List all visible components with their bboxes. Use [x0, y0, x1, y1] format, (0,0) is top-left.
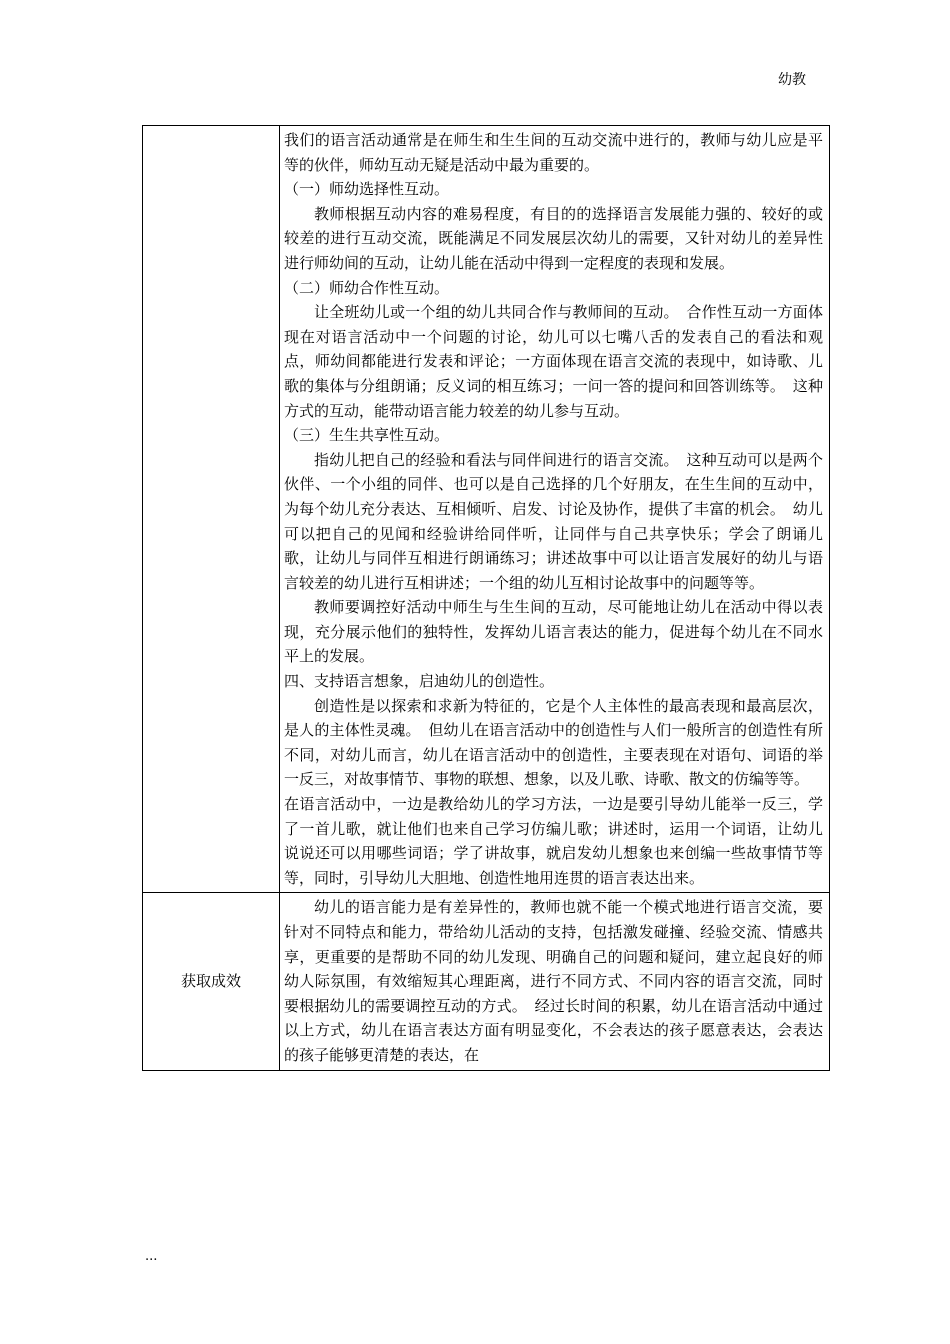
table-row-2	[143, 893, 830, 1070]
row1-paragraph: 教师根据互动内容的难易程度，有目的的选择语言发展能力强的、较好的或较差的进行互动交流，既能满足不同发展层次幼儿的需要，又针对幼儿的差异性进行师幼间的互动，让幼儿能在活动中得到一定程度的表现和发展。	[284, 204, 823, 272]
header-tag: 幼教	[778, 72, 806, 88]
footer-mark: ...	[145, 1249, 158, 1264]
row1-paragraph: 教师要调控好活动中师生与生生间的互动，尽可能地让幼儿在活动中得以表现，充分展示他们的独特性，发挥幼儿语言表达的能力，促进每个幼儿在不同水平上的发展。	[284, 598, 823, 666]
row1-paragraph: 四、支持语言想象，启迪幼儿的创造性。	[284, 672, 555, 691]
row2-content	[280, 893, 829, 1069]
row1-paragraph: 我们的语言活动通常是在师生和生生间的互动交流中进行的，教师与幼儿应是平等的伙伴，师幼互动无疑是活动中最为重要的。	[284, 131, 823, 174]
table-row-1	[143, 126, 830, 893]
row1-paragraph: （三）生生共享性互动。	[284, 426, 450, 445]
row2-content-cell	[280, 893, 830, 1070]
content-table	[142, 125, 830, 1071]
row2-paragraph: 幼儿的语言能力是有差异性的，教师也就不能一个模式地进行语言交流，要针对不同特点和能力，带给幼儿活动的支持，包括激发碰撞、经验交流、情感共享，更重要的是帮助不同的幼儿发现、明确自己的问题和疑问，建立起良好的师幼人际氛围，有效缩短其心理距离，进行不同方式、不同内容的语言交流，同时要根据幼儿的需要调控互动的方式。 经过长时间的积累，幼儿在语言活动中通过以上方式，幼儿在语言表达方面有明显变化，不会表达的孩子愿意表达，会表达的孩子能够更清楚的表达，在	[284, 898, 823, 1064]
row1-paragraph: 让全班幼儿或一个组的幼儿共同合作与教师间的互动。 合作性互动一方面体现在对语言活动中一个问题的讨论，幼儿可以七嘴八舌的发表自己的看法和观点，师幼间都能进行发表和评论；一方面体现在语言交流的表现中，如诗歌、儿歌的集体与分组朗诵；反义词的相互练习；一问一答的提问和回答训练等。 这种方式的互动，能带动语言能力较差的幼儿参与互动。	[284, 303, 823, 420]
row1-paragraph: 指幼儿把自己的经验和看法与同伴间进行的语言交流。 这种互动可以是两个伙伴、一个小组的同伴、也可以是自己选择的几个好朋友，在生生间的互动中，为每个幼儿充分表达、互相倾听、启发、讨论及协作，提供了丰富的机会。 幼儿可以把自己的见闻和经验讲给同伴听，让同伴与自己共享快乐；学会了朗诵儿歌，让幼儿与同伴互相进行朗诵练习；讲述故事中可以让语言发展好的幼儿与语言较差的幼儿进行互相讲述；一个组的幼儿互相讨论故事中的问题等等。	[284, 450, 823, 592]
row1-paragraph: 在语言活动中，一边是教给幼儿的学习方法，一边是要引导幼儿能举一反三，学了一首儿歌，就让他们也来自己学习仿编儿歌；讲述时，运用一个词语，让幼儿说说还可以用哪些词语；学了讲故事，就启发幼儿想象也来创编一些故事情节等等，同时，引导幼儿大胆地、创造性地用连贯的语言表达出来。	[284, 795, 823, 887]
row1-paragraph: （二）师幼合作性互动。	[284, 278, 450, 297]
row1-content-cell	[280, 126, 830, 893]
row1-paragraph: 创造性是以探索和求新为特征的，它是个人主体性的最高表现和最高层次，是人的主体性灵魂。 但幼儿在语言活动中的创造性与人们一般所言的创造性有所不同，对幼儿而言，幼儿在语言活动中的创造性，主要表现在对语句、词语的举一反三，对故事情节、事物的联想、想象，以及儿歌、诗歌、散文的仿编等等。	[284, 696, 823, 789]
row2-label-cell: 获取成效	[143, 893, 280, 1070]
row1-content	[280, 126, 829, 892]
row1-label-cell	[143, 126, 280, 893]
row1-paragraph: （一）师幼选择性互动。	[284, 180, 450, 199]
